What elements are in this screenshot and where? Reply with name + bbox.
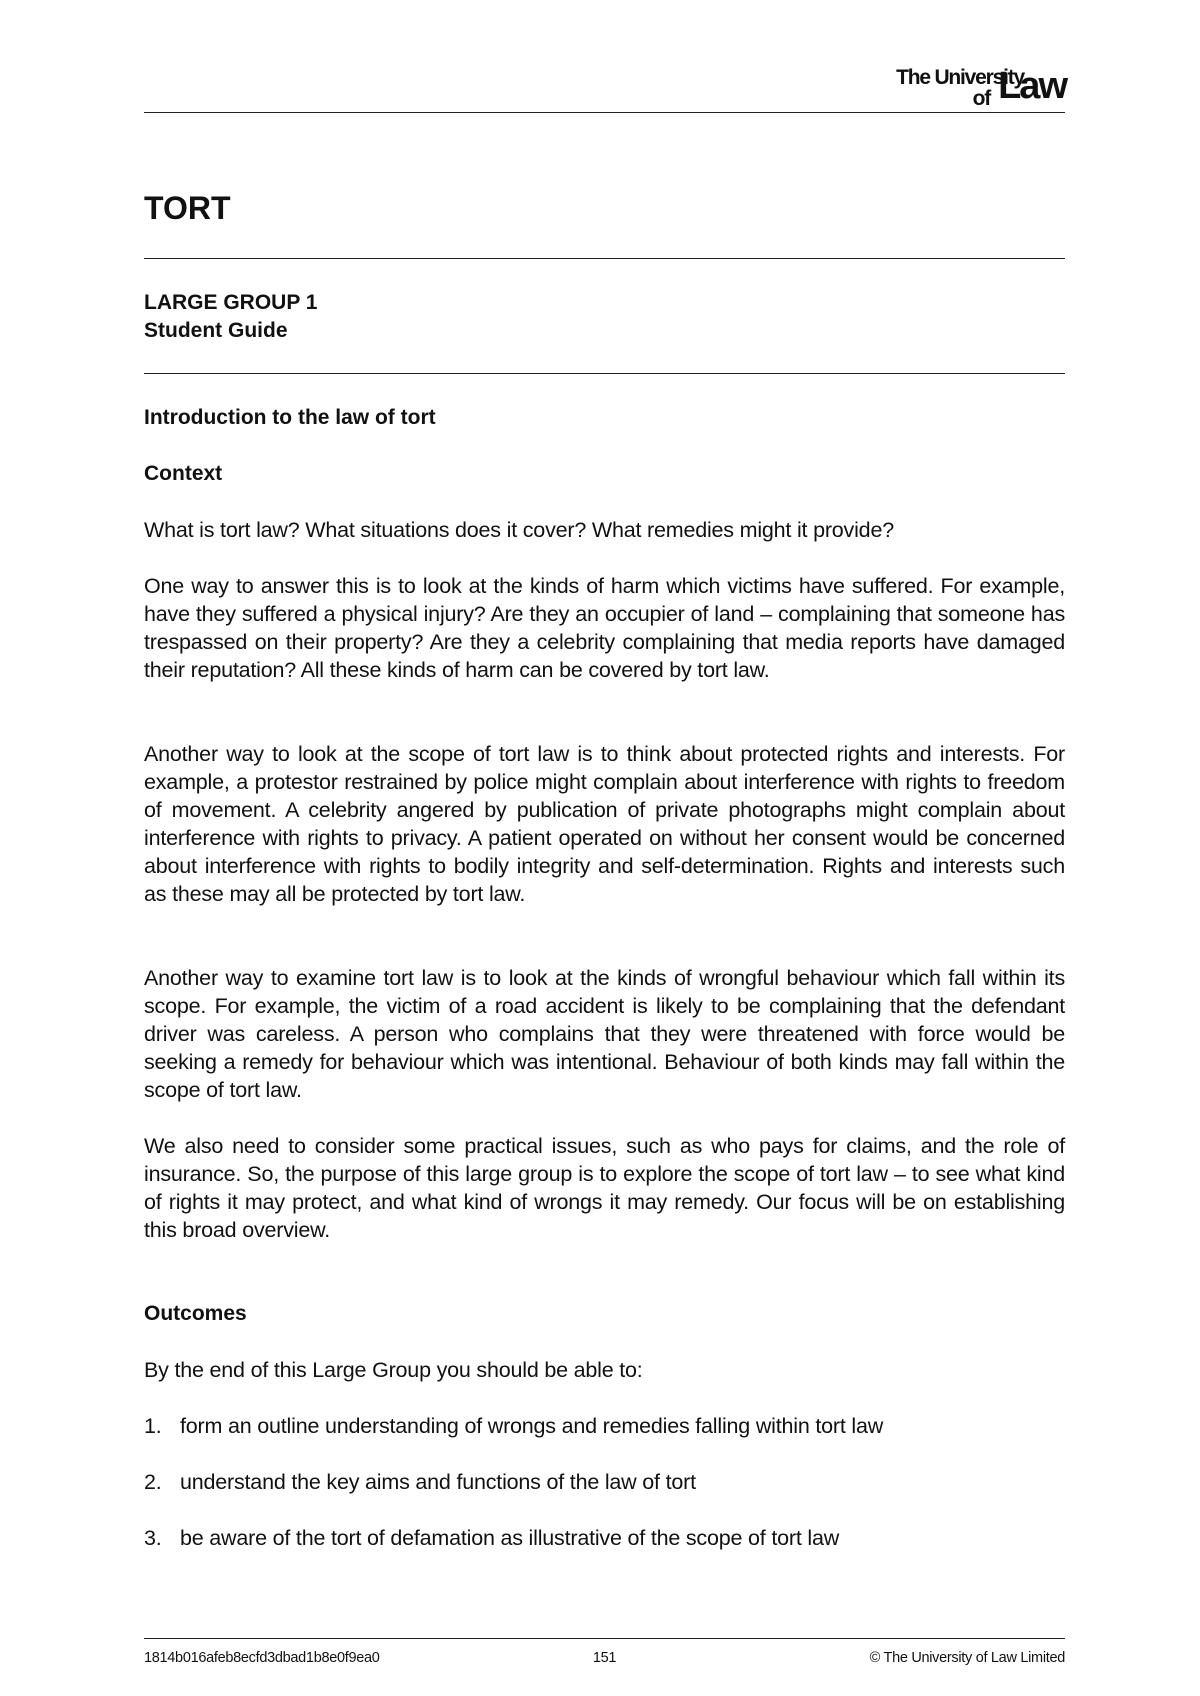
footer-copyright: © The University of Law Limited	[869, 1650, 1065, 1666]
logo-text-of: of	[972, 87, 990, 110]
context-heading: Context	[144, 462, 223, 485]
list-item-number: 1.	[144, 1414, 162, 1438]
university-logo	[846, 60, 1066, 112]
session-label: LARGE GROUP 1	[144, 291, 318, 314]
context-paragraph-1: What is tort law? What situations does it cover? What remedies might it provide?	[144, 518, 894, 542]
logo-text-university: The University	[896, 66, 1024, 89]
header-rule	[144, 112, 1065, 113]
page-footer	[144, 1650, 1065, 1666]
list-item	[144, 1468, 1065, 1496]
session-rule	[144, 373, 1065, 374]
context-paragraph-5: We also need to consider some practical issues, such as who pays for claims, and the role of insurance. So, the purpose of this large group is to explore the scope of tort law – to see what kind of rights it may protect, and what kind of wrongs it may remedy. Our focus will be on establishing this broad overview.	[144, 1134, 1065, 1242]
list-item-number: 2.	[144, 1470, 162, 1494]
footer-rule	[144, 1638, 1065, 1639]
list-item	[144, 1524, 1065, 1552]
footer-document-id: 1814b016afeb8ecfd3dbad1b8e0f9ea0	[144, 1650, 380, 1666]
list-item-text: be aware of the tort of defamation as illustrative of the scope of tort law	[180, 1526, 840, 1550]
guide-label: Student Guide	[144, 319, 288, 342]
logo-text-law: Law	[998, 65, 1066, 107]
section-title: Introduction to the law of tort	[144, 406, 436, 429]
outcomes-heading: Outcomes	[144, 1302, 247, 1325]
list-item-number: 3.	[144, 1526, 162, 1550]
context-paragraph-2: One way to answer this is to look at the kinds of harm which victims have suffered. For example, have they suffered a physical injury? Are they an occupier of land – complaining that someone has trespassed on their property? Are they a celebrity complaining that media reports have damaged their reputation? All these kinds of harm can be covered by tort law.	[144, 574, 1065, 682]
list-item-text: understand the key aims and functions of the law of tort	[180, 1470, 696, 1494]
context-paragraph-3: Another way to look at the scope of tort law is to think about protected rights and interests. For example, a protestor restrained by police might complain about interference with rights to freedom of movement. A celebrity angered by publication of private photographs might complain about interference with rights to privacy. A patient operated on without her consent would be concerned about interference with rights to bodily integrity and self-determination. Rights and interests such as these may all be protected by tort law.	[144, 742, 1065, 906]
outcomes-list	[144, 1412, 1065, 1580]
page-number: 151	[592, 1650, 617, 1666]
list-item-text: form an outline understanding of wrongs and remedies falling within tort law	[180, 1414, 884, 1438]
title-rule	[144, 258, 1065, 259]
outcomes-intro: By the end of this Large Group you should be able to:	[144, 1358, 643, 1382]
context-paragraph-4: Another way to examine tort law is to look at the kinds of wrongful behaviour which fall within its scope. For example, the victim of a road accident is likely to be complaining that the defendant driver was careless. A person who complains that they were threatened with force would be seeking a remedy for behaviour which was intentional. Behaviour of both kinds may fall within the scope of tort law.	[144, 966, 1065, 1102]
document-title: TORT	[144, 190, 231, 226]
list-item	[144, 1412, 1065, 1440]
